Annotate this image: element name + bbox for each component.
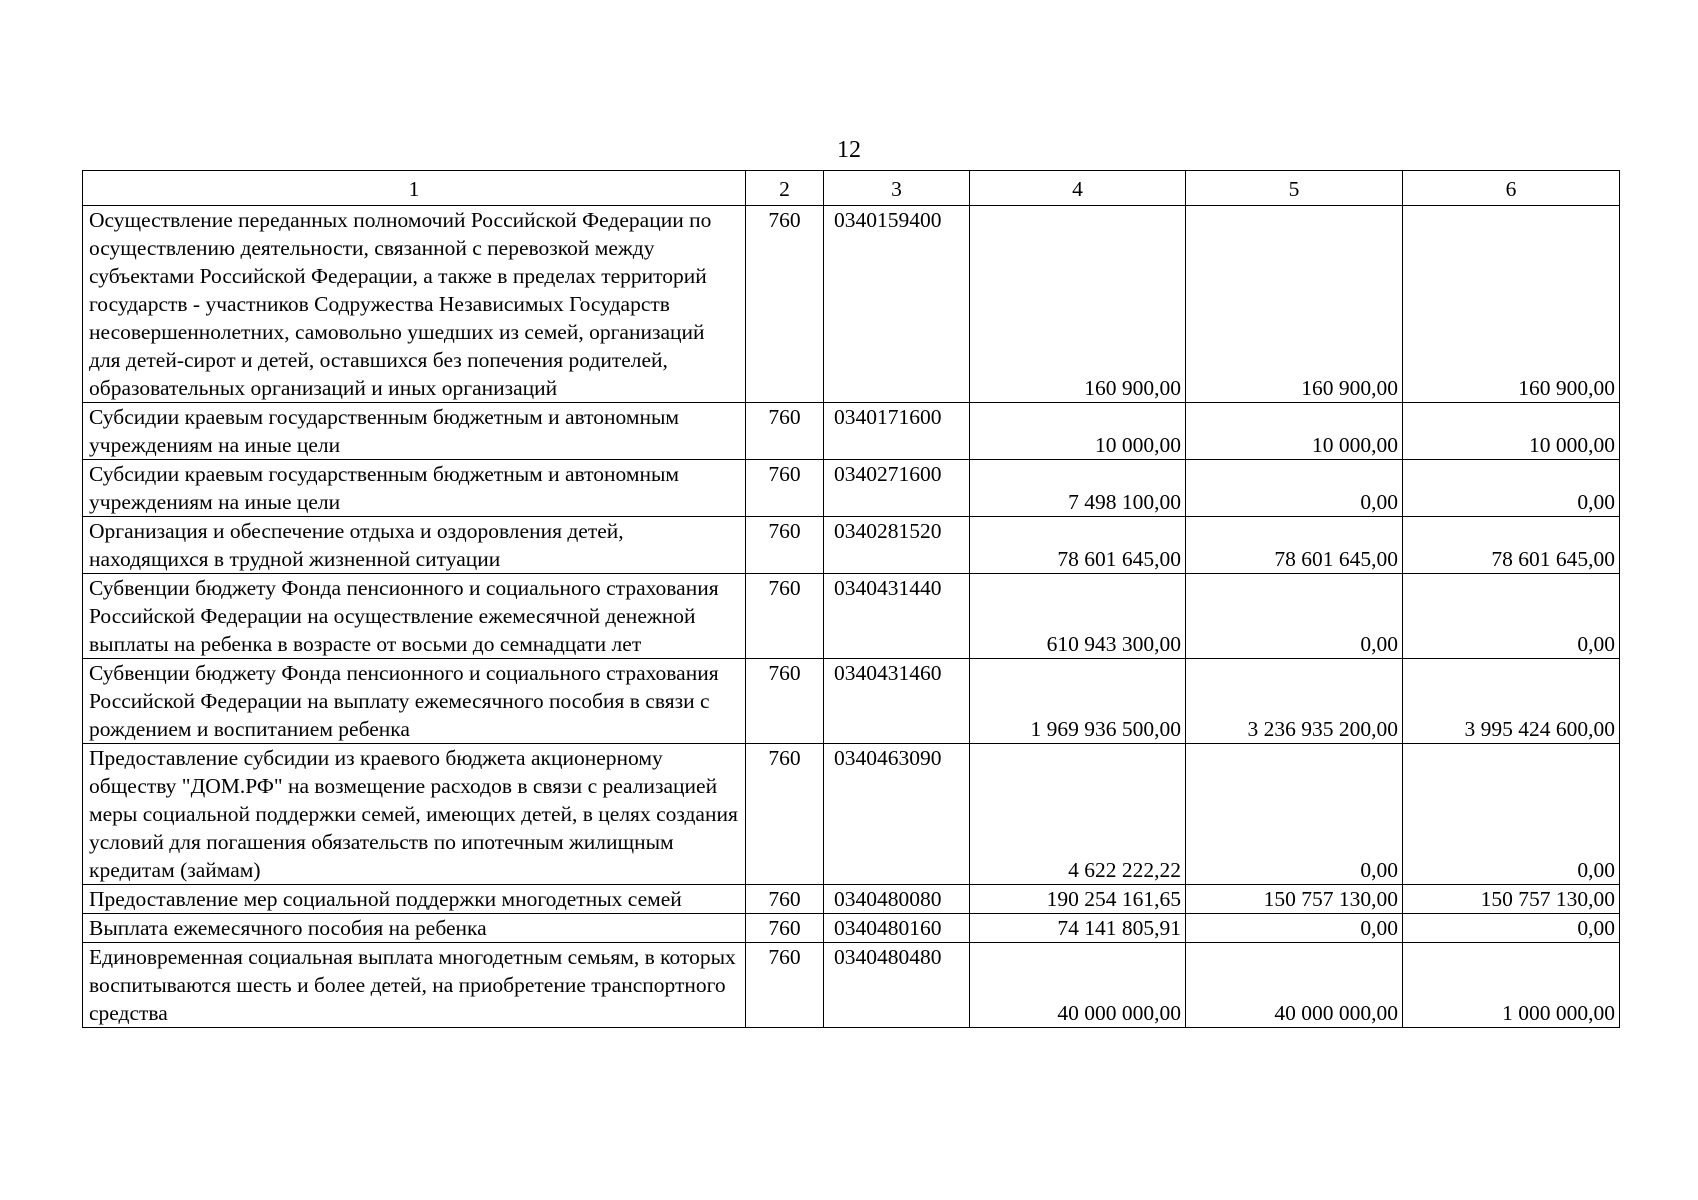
row-amount-4: 160 900,00: [970, 206, 1186, 403]
row-code-2: 760: [746, 403, 824, 460]
table-row: [83, 206, 1620, 403]
row-code-3: 0340480160: [824, 914, 970, 943]
table-row: [83, 943, 1620, 1028]
row-description: Организация и обеспечение отдыха и оздоровления детей, находящихся в трудной жизненной ситуации: [83, 517, 746, 574]
row-code-3: 0340480480: [824, 943, 970, 1028]
row-code-3: 0340281520: [824, 517, 970, 574]
row-amount-5: 150 757 130,00: [1186, 885, 1403, 914]
row-amount-5: 0,00: [1186, 460, 1403, 517]
row-amount-4: 78 601 645,00: [970, 517, 1186, 574]
column-header: 6: [1403, 171, 1620, 206]
row-code-2: 760: [746, 943, 824, 1028]
row-code-2: 760: [746, 574, 824, 659]
row-description: Субсидии краевым государственным бюджетным и автономным учреждениям на иные цели: [83, 403, 746, 460]
row-amount-6: 150 757 130,00: [1403, 885, 1620, 914]
row-amount-6: 160 900,00: [1403, 206, 1620, 403]
row-description: Субвенции бюджету Фонда пенсионного и социального страхования Российской Федерации на осуществление ежемесячной денежной выплаты на ребенка в возрасте от восьми до семнадцати лет: [83, 574, 746, 659]
column-header: 4: [970, 171, 1186, 206]
row-code-3: 0340463090: [824, 744, 970, 885]
row-description: Единовременная социальная выплата многодетным семьям, в которых воспитываются шесть и более детей, на приобретение транспортного средства: [83, 943, 746, 1028]
row-amount-4: 40 000 000,00: [970, 943, 1186, 1028]
row-code-2: 760: [746, 460, 824, 517]
row-code-3: 0340431440: [824, 574, 970, 659]
row-amount-5: 160 900,00: [1186, 206, 1403, 403]
row-amount-6: 0,00: [1403, 744, 1620, 885]
row-amount-6: 10 000,00: [1403, 403, 1620, 460]
budget-table: [82, 170, 1620, 1028]
row-code-2: 760: [746, 744, 824, 885]
row-amount-6: 0,00: [1403, 460, 1620, 517]
row-code-3: 0340171600: [824, 403, 970, 460]
row-description: Выплата ежемесячного пособия на ребенка: [83, 914, 746, 943]
row-amount-5: 0,00: [1186, 574, 1403, 659]
row-amount-5: 0,00: [1186, 914, 1403, 943]
row-amount-4: 190 254 161,65: [970, 885, 1186, 914]
table-row: [83, 744, 1620, 885]
row-description: Предоставление субсидии из краевого бюджета акционерному обществу "ДОМ.РФ" на возмещение расходов в связи с реализацией меры социальной поддержки семей, имеющих детей, в целях создания условий для погашения обязательств по ипотечным жилищным кредитам (займам): [83, 744, 746, 885]
row-code-3: 0340159400: [824, 206, 970, 403]
column-header: 1: [83, 171, 746, 206]
table-row: [83, 460, 1620, 517]
column-header: 3: [824, 171, 970, 206]
row-code-3: 0340480080: [824, 885, 970, 914]
row-amount-4: 4 622 222,22: [970, 744, 1186, 885]
column-header: 2: [746, 171, 824, 206]
column-header: 5: [1186, 171, 1403, 206]
row-amount-6: 0,00: [1403, 914, 1620, 943]
row-amount-4: 610 943 300,00: [970, 574, 1186, 659]
row-code-2: 760: [746, 659, 824, 744]
row-code-2: 760: [746, 206, 824, 403]
row-code-3: 0340271600: [824, 460, 970, 517]
row-amount-6: 1 000 000,00: [1403, 943, 1620, 1028]
table-row: [83, 574, 1620, 659]
row-amount-5: 3 236 935 200,00: [1186, 659, 1403, 744]
row-amount-5: 40 000 000,00: [1186, 943, 1403, 1028]
row-code-2: 760: [746, 517, 824, 574]
row-description: Субвенции бюджету Фонда пенсионного и социального страхования Российской Федерации на выплату ежемесячного пособия в связи с рождением и воспитанием ребенка: [83, 659, 746, 744]
table-row: [83, 517, 1620, 574]
row-amount-4: 74 141 805,91: [970, 914, 1186, 943]
table-row: [83, 403, 1620, 460]
row-description: Осуществление переданных полномочий Российской Федерации по осуществлению деятельности, связанной с перевозкой между субъектами Российской Федерации, а также в пределах территорий государств - участников Содружества Независимых Государств несовершеннолетних, самовольно ушедших из семей, организаций для детей-сирот и детей, оставшихся без попечения родителей, образовательных организаций и иных организаций: [83, 206, 746, 403]
row-amount-4: 1 969 936 500,00: [970, 659, 1186, 744]
table-row: [83, 885, 1620, 914]
row-description: Субсидии краевым государственным бюджетным и автономным учреждениям на иные цели: [83, 460, 746, 517]
row-description: Предоставление мер социальной поддержки многодетных семей: [83, 885, 746, 914]
row-amount-6: 78 601 645,00: [1403, 517, 1620, 574]
row-code-2: 760: [746, 914, 824, 943]
row-amount-5: 78 601 645,00: [1186, 517, 1403, 574]
row-amount-5: 0,00: [1186, 744, 1403, 885]
row-amount-4: 10 000,00: [970, 403, 1186, 460]
table-header-row: [83, 171, 1620, 206]
page-number: 12: [837, 137, 861, 163]
row-code-3: 0340431460: [824, 659, 970, 744]
row-amount-6: 3 995 424 600,00: [1403, 659, 1620, 744]
table-row: [83, 914, 1620, 943]
row-amount-4: 7 498 100,00: [970, 460, 1186, 517]
row-amount-5: 10 000,00: [1186, 403, 1403, 460]
table-row: [83, 659, 1620, 744]
row-amount-6: 0,00: [1403, 574, 1620, 659]
row-code-2: 760: [746, 885, 824, 914]
